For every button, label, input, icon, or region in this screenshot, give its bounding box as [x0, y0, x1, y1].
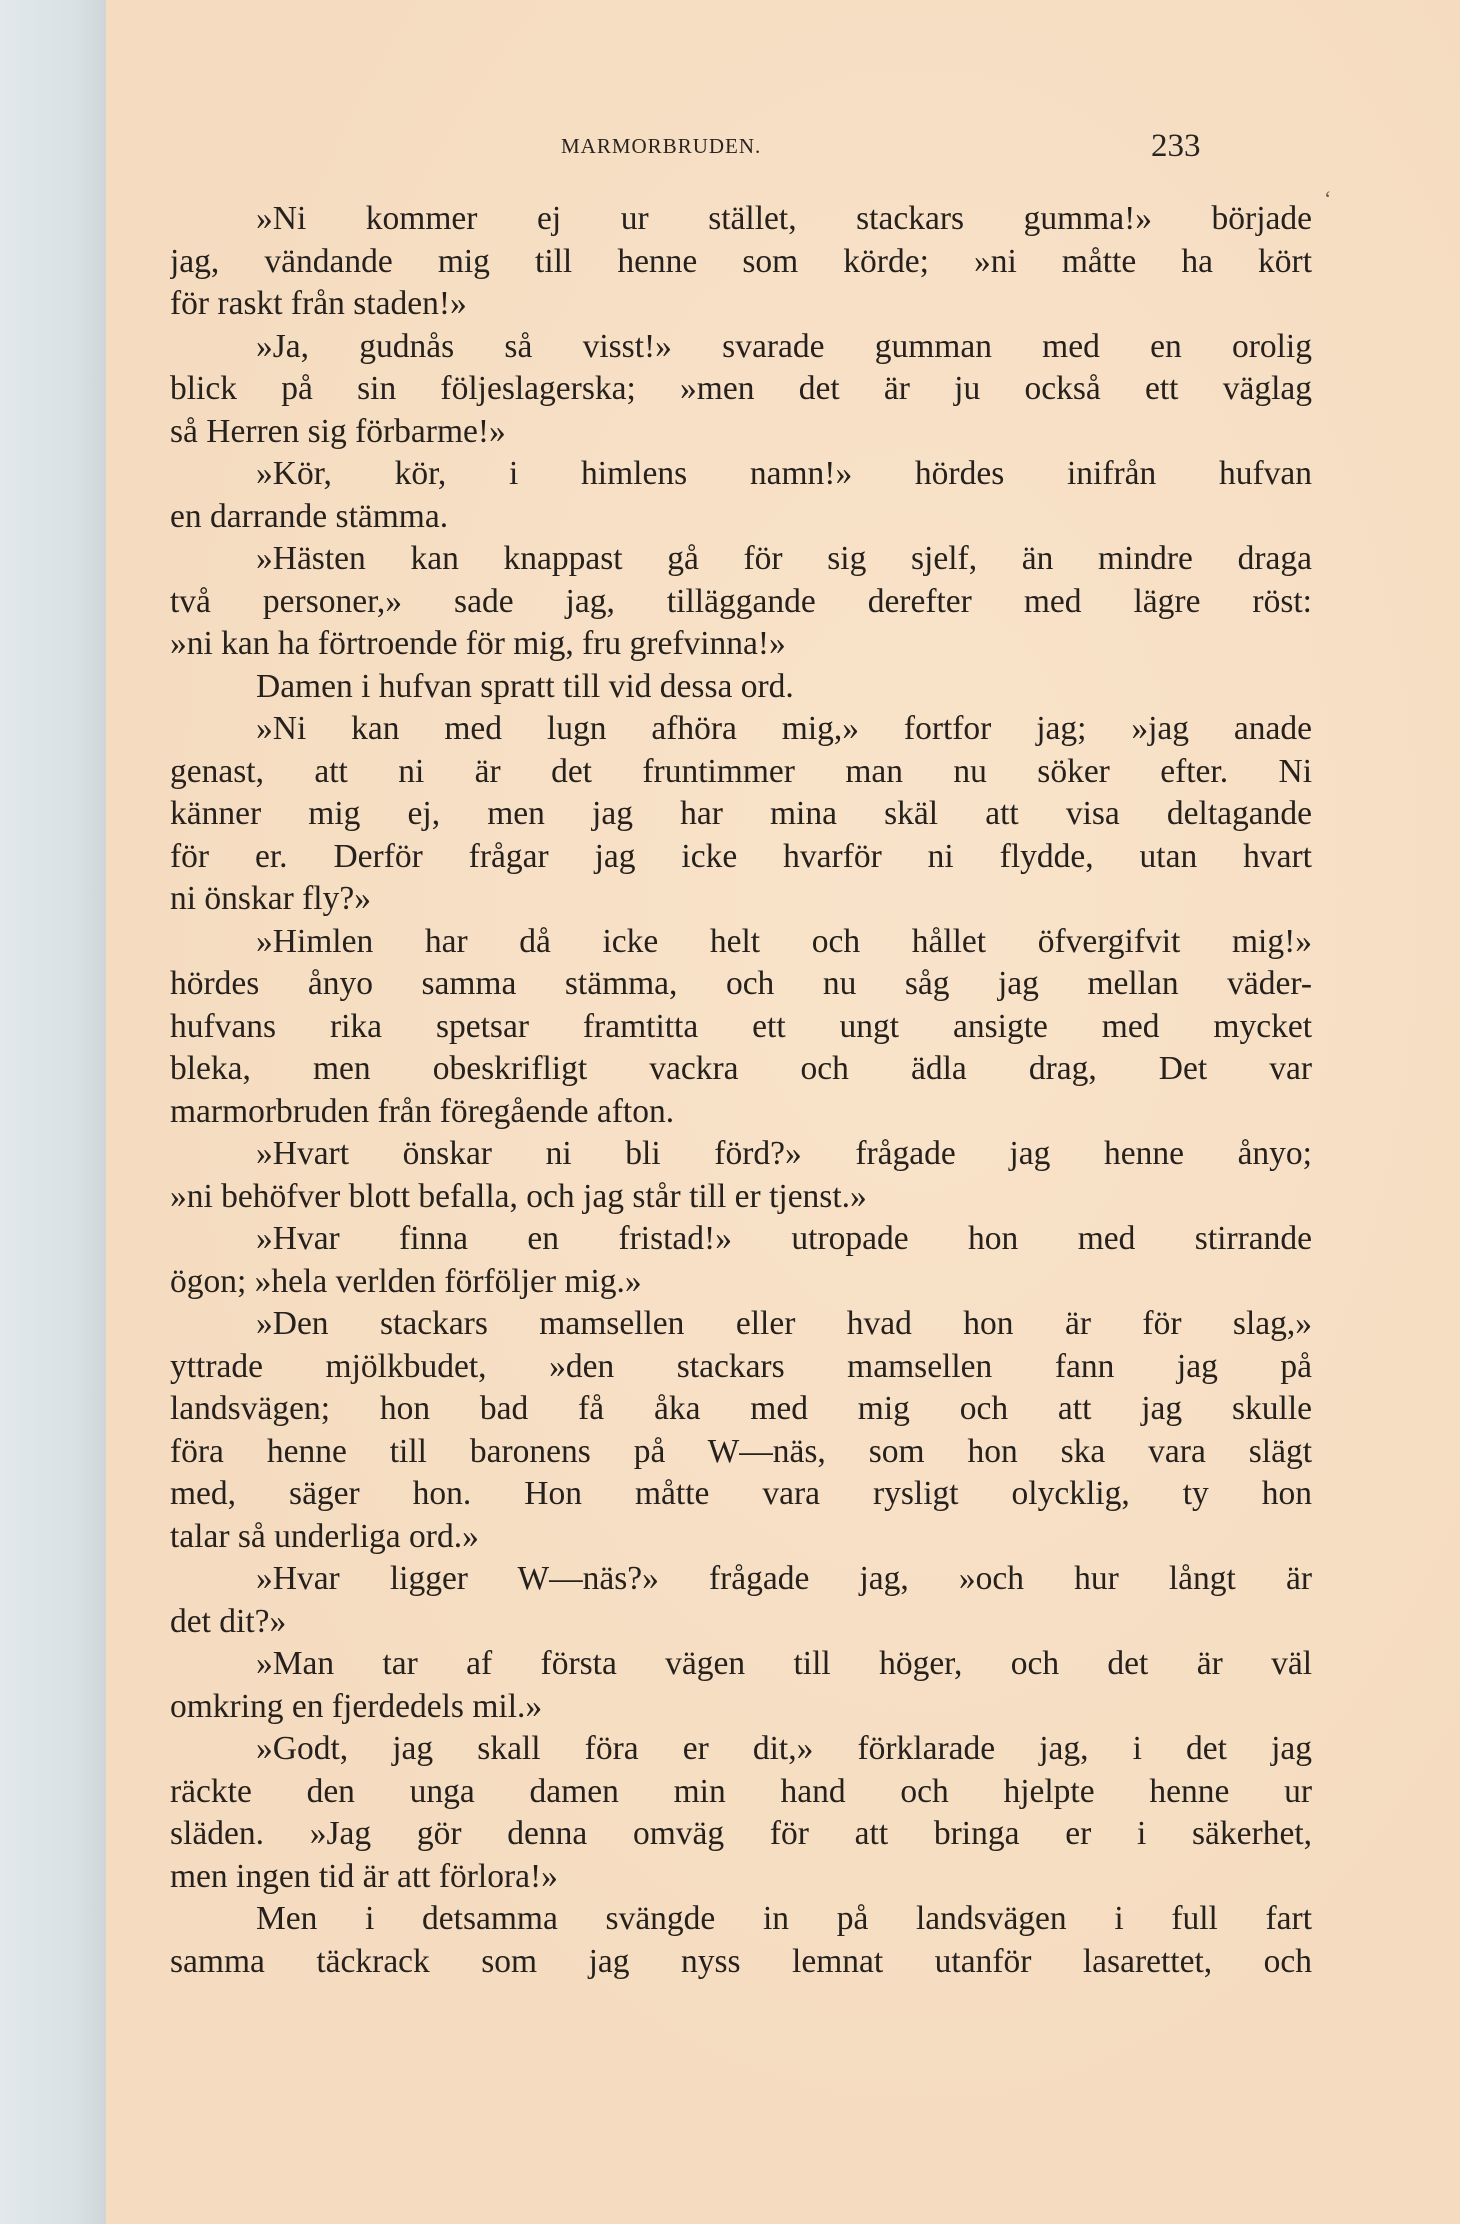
- text-line: »Ni kommer ej ur stället, stackars gumma!» började: [256, 200, 1312, 237]
- text-line: två personer,» sade jag, tilläggande derefter med lägre röst:: [170, 582, 1312, 620]
- text-line: »Ni kan med lugn afhöra mig,» fortfor jag; »jag anade: [256, 710, 1312, 747]
- text-line: landsvägen; hon bad få åka med mig och att jag skulle: [170, 1390, 1312, 1427]
- text-line: bleka, men obeskrifligt vackra och ädla drag, Det var: [170, 1050, 1312, 1087]
- text-line: hördes ånyo samma stämma, och nu såg jag mellan väder-: [170, 965, 1312, 1002]
- text-line: marmorbruden från föregående afton.: [170, 1092, 675, 1130]
- text-line: Men i detsamma svängde in på landsvägen i full fart: [256, 1900, 1312, 1937]
- text-line: »Himlen har då icke helt och hållet öfvergifvit mig!»: [256, 922, 1312, 960]
- text-line: föra henne till baronens på W—näs, som hon ska vara slägt: [170, 1432, 1312, 1470]
- text-line: hufvans rika spetsar framtitta ett ungt ansigte med mycket: [170, 1007, 1312, 1045]
- text-line: det dit?»: [170, 1602, 287, 1640]
- running-head: MARMORBRUDEN.: [561, 134, 762, 158]
- text-line: »ni kan ha förtroende för mig, fru grefvinna!»: [170, 625, 786, 662]
- text-line: räckte den unga damen min hand och hjelpte henne ur: [170, 1772, 1312, 1810]
- text-line: samma täckrack som jag nyss lemnat utanför lasarettet, och: [170, 1942, 1312, 1980]
- margin-mark-icon: ʻ: [1324, 186, 1332, 211]
- text-line: »Man tar af första vägen till höger, och det är väl: [256, 1645, 1312, 1682]
- text-line: Damen i hufvan spratt till vid dessa ord.: [256, 667, 794, 705]
- page-header: [106, 128, 1460, 168]
- background-strip: [0, 0, 106, 2224]
- text-line: »Kör, kör, i himlens namn!» hördes inifrån hufvan: [256, 455, 1312, 492]
- text-line: »ni behöfver blott befalla, och jag står till er tjenst.»: [170, 1177, 867, 1215]
- text-line: omkring en fjerdedels mil.»: [170, 1687, 543, 1725]
- text-line: ögon; »hela verlden förföljer mig.»: [170, 1262, 642, 1300]
- text-line: »Den stackars mamsellen eller hvad hon är för slag,»: [256, 1305, 1312, 1342]
- text-line: »Hvar ligger W—näs?» frågade jag, »och hur långt är: [256, 1560, 1312, 1597]
- text-line: men ingen tid är att förlora!»: [170, 1857, 558, 1895]
- text-line: »Godt, jag skall föra er dit,» förklarade jag, i det jag: [256, 1730, 1312, 1767]
- text-line: blick på sin följeslagerska; »men det är ju också ett väglag: [170, 370, 1312, 407]
- text-line: »Hvar finna en fristad!» utropade hon med stirrande: [256, 1220, 1312, 1257]
- book-page: [106, 0, 1460, 2224]
- text-line: så Herren sig förbarme!»: [170, 412, 506, 450]
- text-line: släden. »Jag gör denna omväg för att bringa er i säkerhet,: [170, 1815, 1312, 1852]
- text-line: känner mig ej, men jag har mina skäl att visa deltagande: [170, 795, 1312, 832]
- text-line: yttrade mjölkbudet, »den stackars mamsellen fann jag på: [170, 1347, 1312, 1385]
- text-line: för er. Derför frågar jag icke hvarför ni flydde, utan hvart: [170, 837, 1312, 875]
- text-line: för raskt från staden!»: [170, 285, 467, 322]
- text-line: ni önskar fly?»: [170, 880, 371, 917]
- text-line: »Ja, gudnås så visst!» svarade gumman med en orolig: [256, 327, 1312, 365]
- text-line: genast, att ni är det fruntimmer man nu söker efter. Ni: [170, 752, 1312, 790]
- text-line: »Hästen kan knappast gå för sig sjelf, än mindre draga: [256, 540, 1312, 577]
- text-line: talar så underliga ord.»: [170, 1517, 479, 1555]
- text-line: en darrande stämma.: [170, 497, 449, 535]
- body-text: [170, 198, 1312, 1983]
- text-line: med, säger hon. Hon måtte vara rysligt olycklig, ty hon: [170, 1475, 1312, 1512]
- page-number: 233: [1151, 128, 1201, 164]
- text-line: »Hvart önskar ni bli förd?» frågade jag henne ånyo;: [256, 1135, 1312, 1172]
- text-line: jag, vändande mig till henne som körde; »ni måtte ha kört: [170, 242, 1312, 280]
